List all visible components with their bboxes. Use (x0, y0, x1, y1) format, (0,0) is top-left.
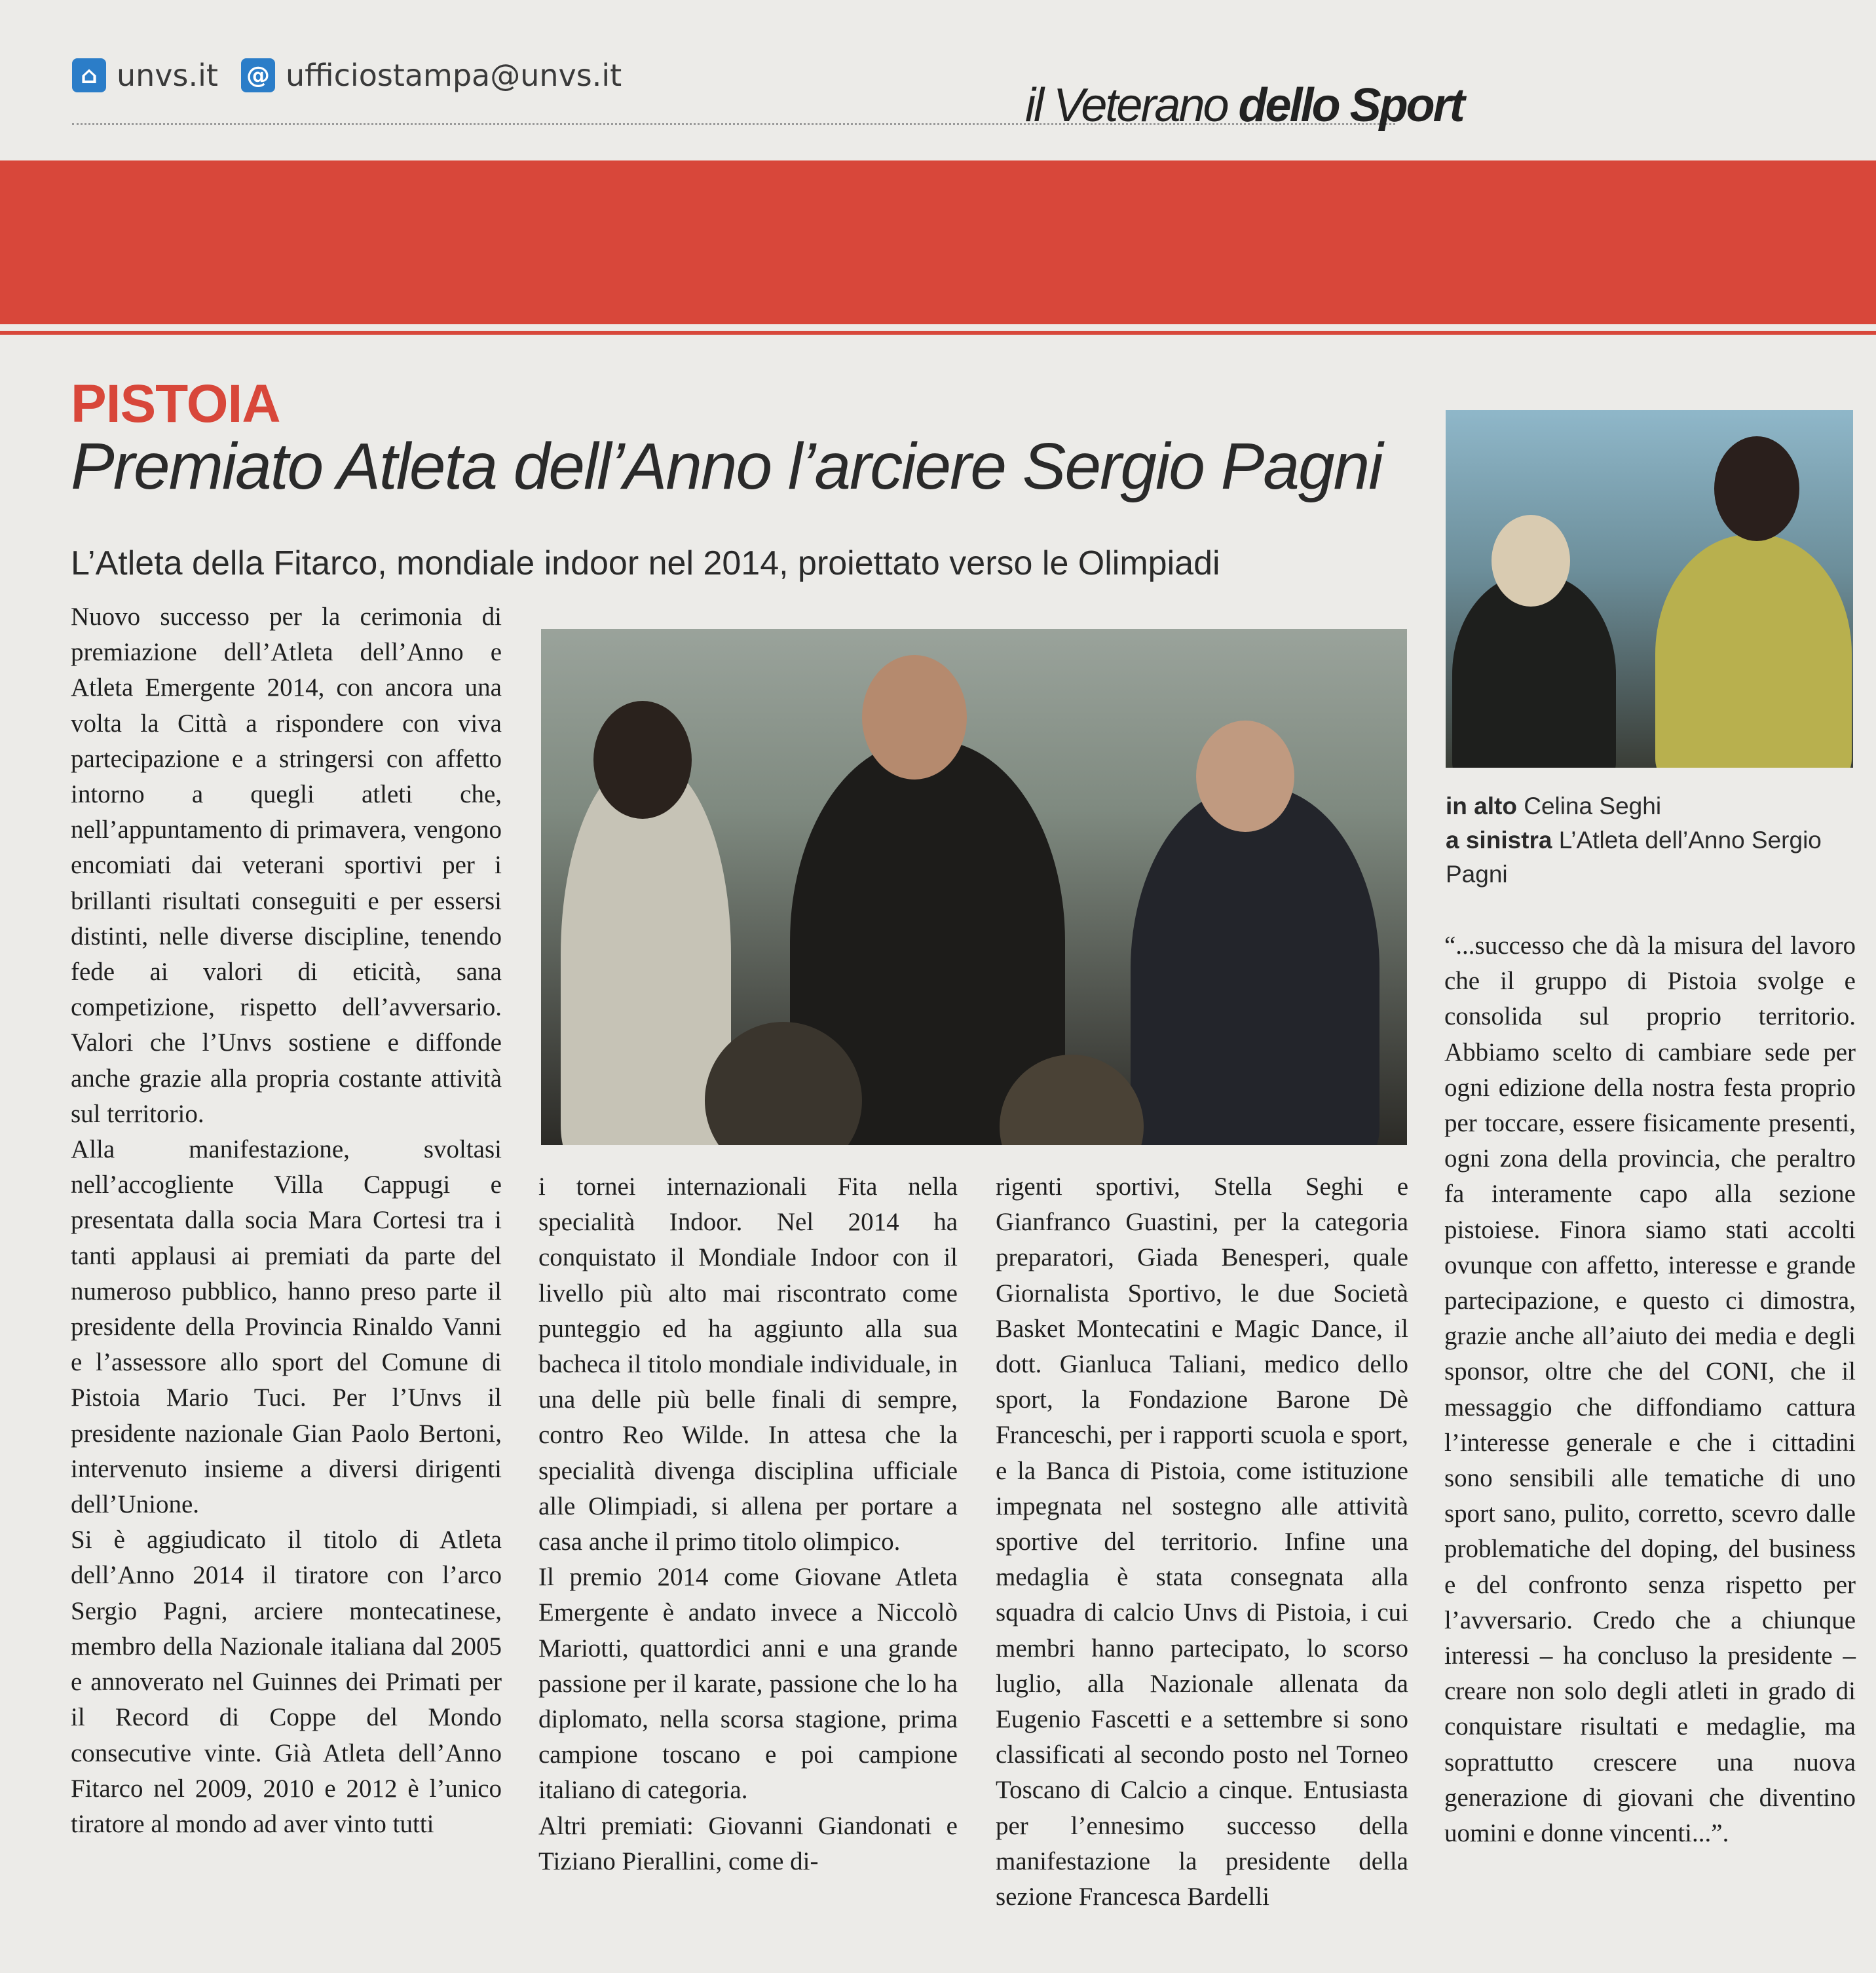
article-column-1 (71, 599, 502, 1842)
red-rule (0, 331, 1876, 335)
paragraph: rigenti sportivi, Stella Seghi e Gianfranco Guastini, per la categoria preparatori, Giada Benesperi, quale Giornalista Sportivo, le due Società Basket Montecatini e Magic Dance, il dott. Gianluca Taliani, medico dello sport, la Fondazione Barone Dè Franceschi, per i rapporti scuola e sport, e la Banca di Pistoia, come istituzione impegnata nel sostegno alle attività sportive del territorio. Infine una medaglia è stata consegnata alla squadra di calcio Unvs di Pistoia, i cui membri hanno partecipato, lo scorso luglio, alla Nazionale allenata da Eugenio Fascetti e a settembre si sono classificati al secondo posto nel Torneo Toscano di Calcio a cinque. Entusiasta per l’ennesimo successo della manifestazione la presidente della sezione Francesca Bardelli (996, 1173, 1408, 1911)
site-link[interactable] (72, 58, 218, 93)
subheadline: L’Atleta della Fitarco, mondiale indoor nel 2014, proiettato verso le Olimpiadi (71, 544, 1220, 582)
paragraph: Nuovo successo per la cerimonia di premiazione dell’Atleta dell’Anno e Atleta Emergente 2014, con ancora una volta la Città a rispondere con viva partecipazione e a stringersi con affetto intorno a quegli atleti che, nell’appuntamento di primavera, vengono encomiati dai veterani sportivi per i brillanti risultati conseguiti e per essersi distinti, nelle diverse discipline, tenendo fede ai valori di eticità, sana competizione, rispetto dell’avversario. Valori che l’Unvs sostiene e diffonde anche grazie alla propria costante attività sul territorio. (71, 603, 502, 1128)
page-header (0, 0, 1876, 157)
at-icon: @ (241, 58, 275, 92)
paragraph: i tornei internazionali Fita nella specialità Indoor. Nel 2014 ha conquistato il Mondiale Indoor con il livello più alto mai riscontrato come punteggio ed ha aggiunto alla sua bacheca il titolo mondiale individuale, in una delle più belle finali di sempre, contro Reo Wilde. In attesa che la specialità divenga disciplina ufficiale alle Olimpiadi, si allena per portare a casa anche il primo titolo olimpico. (538, 1173, 958, 1556)
section-title: PISTOIA (71, 374, 280, 434)
official-figure (1131, 786, 1379, 1145)
site-text: unvs.it (117, 58, 218, 93)
man-head (862, 655, 967, 780)
caption-top-text: Celina Seghi (1516, 793, 1662, 819)
masthead-part-c: Sport (1349, 79, 1463, 132)
caption-top-label: in alto (1446, 793, 1517, 819)
caption-left-label: a sinistra (1446, 827, 1552, 854)
email-link[interactable] (241, 58, 622, 93)
award-photo (541, 629, 1407, 1145)
speaker-figure (1655, 535, 1852, 768)
speaker-photo (1446, 410, 1853, 768)
older-woman-head (1491, 515, 1570, 607)
email-text: ufficiostampa@unvs.it (286, 58, 622, 93)
article-column-2 (538, 1169, 958, 1879)
paragraph: “...successo che dà la misura del lavoro che il gruppo di Pistoia svolge e consolida sul proprio territorio. Abbiamo scelto di cambiare sede per ogni edizione della nostra festa proprio per toccare, essere fisicamente presenti, ogni zona della provincia, che peraltro fa interamente capo alla sezione pistoiese. Finora siamo stati accolti ovunque con affetto, interesse e grande partecipazione, e questo ci dimostra, grazie anche all’aiuto dei media e degli sponsor, oltre che del CONI, che il messaggio che diffondiamo cattura l’interesse generale e che i cittadini sono sensibili alle tematiche di uno sport sano, pulito, corretto, scevro dalle problematiche del doping, del business e del confronto senza rispetto per l’avversario. Credo che a chiunque interessi – ha concluso la presidente – creare non solo degli atleti in grado di conquistare risultati e medaglie, ma soprattutto crescere una nuova generazione di giovani che diventino uomini e donne vincenti...”. (1444, 931, 1856, 1848)
caption-top (1446, 789, 1853, 823)
paragraph: Altri premiati: Giovanni Giandonati e Tiziano Pierallini, come di- (538, 1811, 958, 1875)
masthead (1025, 79, 1463, 132)
official-head (1196, 721, 1294, 832)
headline: Premiato Atleta dell’Anno l’arciere Sergio Pagni (71, 430, 1382, 503)
photo-caption (1446, 789, 1853, 892)
home-icon: ⌂ (72, 58, 106, 92)
masthead-part-a: il Veterano (1025, 79, 1239, 132)
caption-left (1446, 823, 1853, 892)
caption-left-text: L’Atleta dell’Anno Sergio Pagni (1446, 827, 1822, 888)
paragraph: Il premio 2014 come Giovane Atleta Emergente è andato invece a Niccolò Mariotti, quattordici anni e una grande passione per il karate, passione che lo ha diplomato, nella scorsa stagione, prima campione toscano e poi campione italiano di categoria. (538, 1563, 958, 1805)
masthead-part-b: dello (1238, 79, 1339, 132)
woman-head (593, 701, 692, 819)
paragraph: Si è aggiudicato il titolo di Atleta dell’Anno 2014 il tiratore con l’arco Sergio Pagni, arciere montecatinese, membro della Nazionale italiana dal 2005 e annoverato nel Guinnes dei Primati per il Record di Coppe del Mondo consecutive vinte. Già Atleta dell’Anno Fitarco nel 2009, 2010 e 2012 è l’unico tiratore al mondo ad aver vinto tutti (71, 1526, 502, 1838)
red-banner (0, 160, 1876, 324)
article-column-4 (1444, 928, 1856, 1851)
paragraph: Alla manifestazione, svoltasi nell’accogliente Villa Cappugi e presentata dalla socia Mara Cortesi tra i tanti applausi ai premiati da parte del numeroso pubblico, hanno preso parte il presidente della Provincia Rinaldo Vanni e l’assessore allo sport del Comune di Pistoia Mario Tuci. Per l’Unvs il presidente nazionale Gian Paolo Bertoni, intervenuto insieme a diversi dirigenti dell’Unione. (71, 1135, 502, 1519)
speaker-head (1714, 436, 1799, 541)
article-column-3 (996, 1169, 1408, 1915)
